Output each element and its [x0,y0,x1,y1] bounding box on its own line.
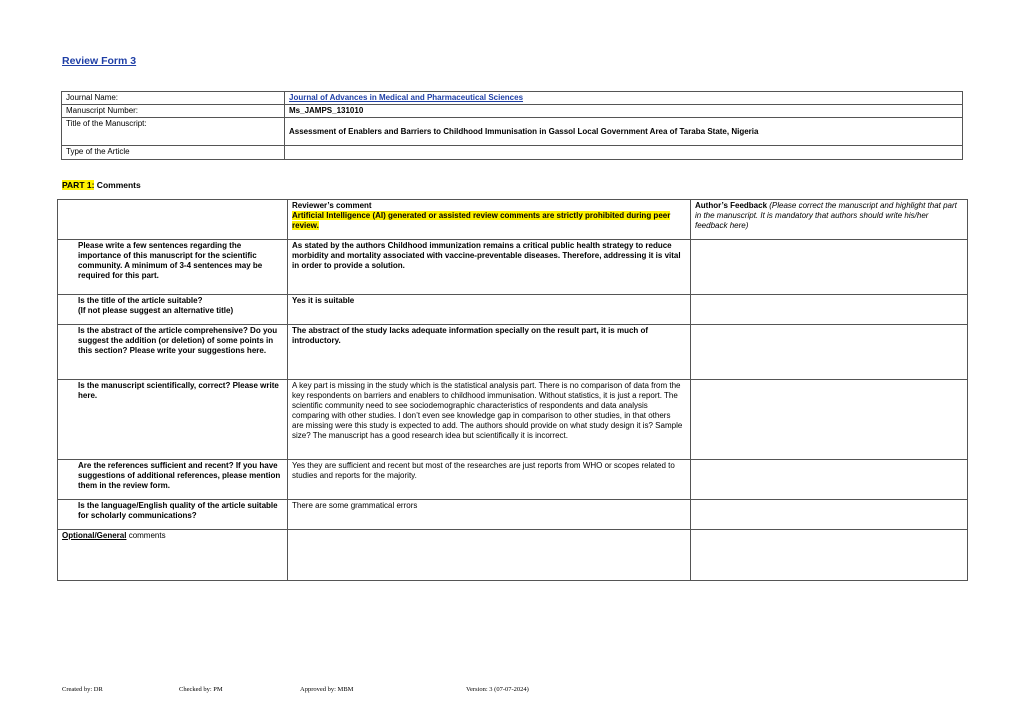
manuscript-title-value: Assessment of Enablers and Barriers to Childhood Immunisation in Gassol Local Government Area of Taraba State, Nigeria [285,118,963,146]
author-feedback-cell[interactable] [691,325,968,380]
reviewer-comment-cell: As stated by the authors Childhood immunization remains a critical public health strategy to reduce morbidity and mortality associated with vaccine-preventable diseases. Therefore, addressing it is vital in order to provide a solution. [288,240,691,295]
comments-header-row [58,200,968,240]
reviewer-comment-cell: A key part is missing in the study which is the statistical analysis part. There is no comparison of data from the key respondents on barriers and enablers to childhood immunisation. Without statistics, it is just a report. The scientific community need to see sociodemographic characteristics of respondents and data analysis comparing with other studies. I don’t even see knowledge gap in comparison to other studies, in that others are missing were this study is expected to add. The authors should provide on what study design it is? Sample size? The manuscript has a good research idea but scientifically it is incorrect. [288,380,691,460]
question-cell: Is the manuscript scientifically, correct? Please write here. [58,380,288,460]
author-feedback-cell[interactable] [691,295,968,325]
part1-label: PART 1: [62,180,95,190]
optional-comments-row [58,530,968,581]
header-empty-cell [58,200,288,240]
journal-row [62,92,963,105]
optional-general-label: Optional/General [62,531,127,540]
manuscript-title-row [62,118,963,146]
footer-created-by: Created by: DR [62,686,103,693]
journal-label: Journal Name: [62,92,285,105]
optional-comments-label [58,530,288,581]
footer-checked-by: Checked by: PM [179,686,223,693]
article-type-row [62,146,963,160]
footer-approved-by: Approved by: MBM [300,686,354,693]
manuscript-number-label: Manuscript Number: [62,105,285,118]
manuscript-title-label: Title of the Manuscript: [62,118,285,146]
journal-name-link[interactable]: Journal of Advances in Medical and Pharmaceutical Sciences [289,93,524,102]
part1-suffix: Comments [94,180,141,190]
question-cell: Is the abstract of the article comprehensive? Do you suggest the addition (or deletion) of some points in this section? Please write your suggestions here. [58,325,288,380]
table-row [58,460,968,500]
footer-version: Version: 3 (07-07-2024) [466,686,529,693]
manuscript-info-table [61,91,963,160]
author-feedback-title: Author’s Feedback [695,201,768,210]
manuscript-number-row [62,105,963,118]
table-row [58,240,968,295]
author-feedback-cell[interactable] [691,380,968,460]
table-row [58,295,968,325]
reviewer-comment-cell: The abstract of the study lacks adequate information specially on the result part, it is much of introductory. [288,325,691,380]
optional-comments-cell[interactable] [288,530,691,581]
article-type-value [285,146,963,160]
question-cell: Please write a few sentences regarding the importance of this manuscript for the scientific community. A minimum of 3-4 sentences may be required for this part. [58,240,288,295]
comments-table [57,199,968,581]
optional-feedback-cell[interactable] [691,530,968,581]
reviewer-comment-cell: Yes they are sufficient and recent but most of the researches are just reports from WHO or scopes related to studies and reports for the majority. [288,460,691,500]
author-feedback-cell[interactable] [691,240,968,295]
author-feedback-cell[interactable] [691,460,968,500]
table-row [58,380,968,460]
reviewer-comment-cell: Yes it is suitable [288,295,691,325]
manuscript-number-value: Ms_JAMPS_131010 [285,105,963,118]
question-cell: Are the references sufficient and recent? If you have suggestions of additional references, please mention them in the review form. [58,460,288,500]
optional-comments-suffix: comments [126,531,166,540]
author-feedback-header [691,200,968,240]
question-cell: Is the language/English quality of the article suitable for scholarly communications? [58,500,288,530]
question-cell: Is the title of the article suitable? (If not please suggest an alternative title) [58,295,288,325]
ai-prohibited-warning: Artificial Intelligence (AI) generated or assisted review comments are strictly prohibited during peer review. [292,211,671,230]
table-row [58,500,968,530]
article-type-label: Type of the Article [62,146,285,160]
author-feedback-note: (Please correct the manuscript and highlight that part in the manuscript. It is mandatory that authors should write his/her feedback here) [695,201,957,230]
table-row [58,325,968,380]
author-feedback-cell[interactable] [691,500,968,530]
reviewer-comment-cell: There are some grammatical errors [288,500,691,530]
reviewer-comment-title: Reviewer’s comment [292,201,372,210]
reviewer-comment-header [288,200,691,240]
form-title: Review Form 3 [62,55,137,67]
part1-heading [62,180,141,190]
